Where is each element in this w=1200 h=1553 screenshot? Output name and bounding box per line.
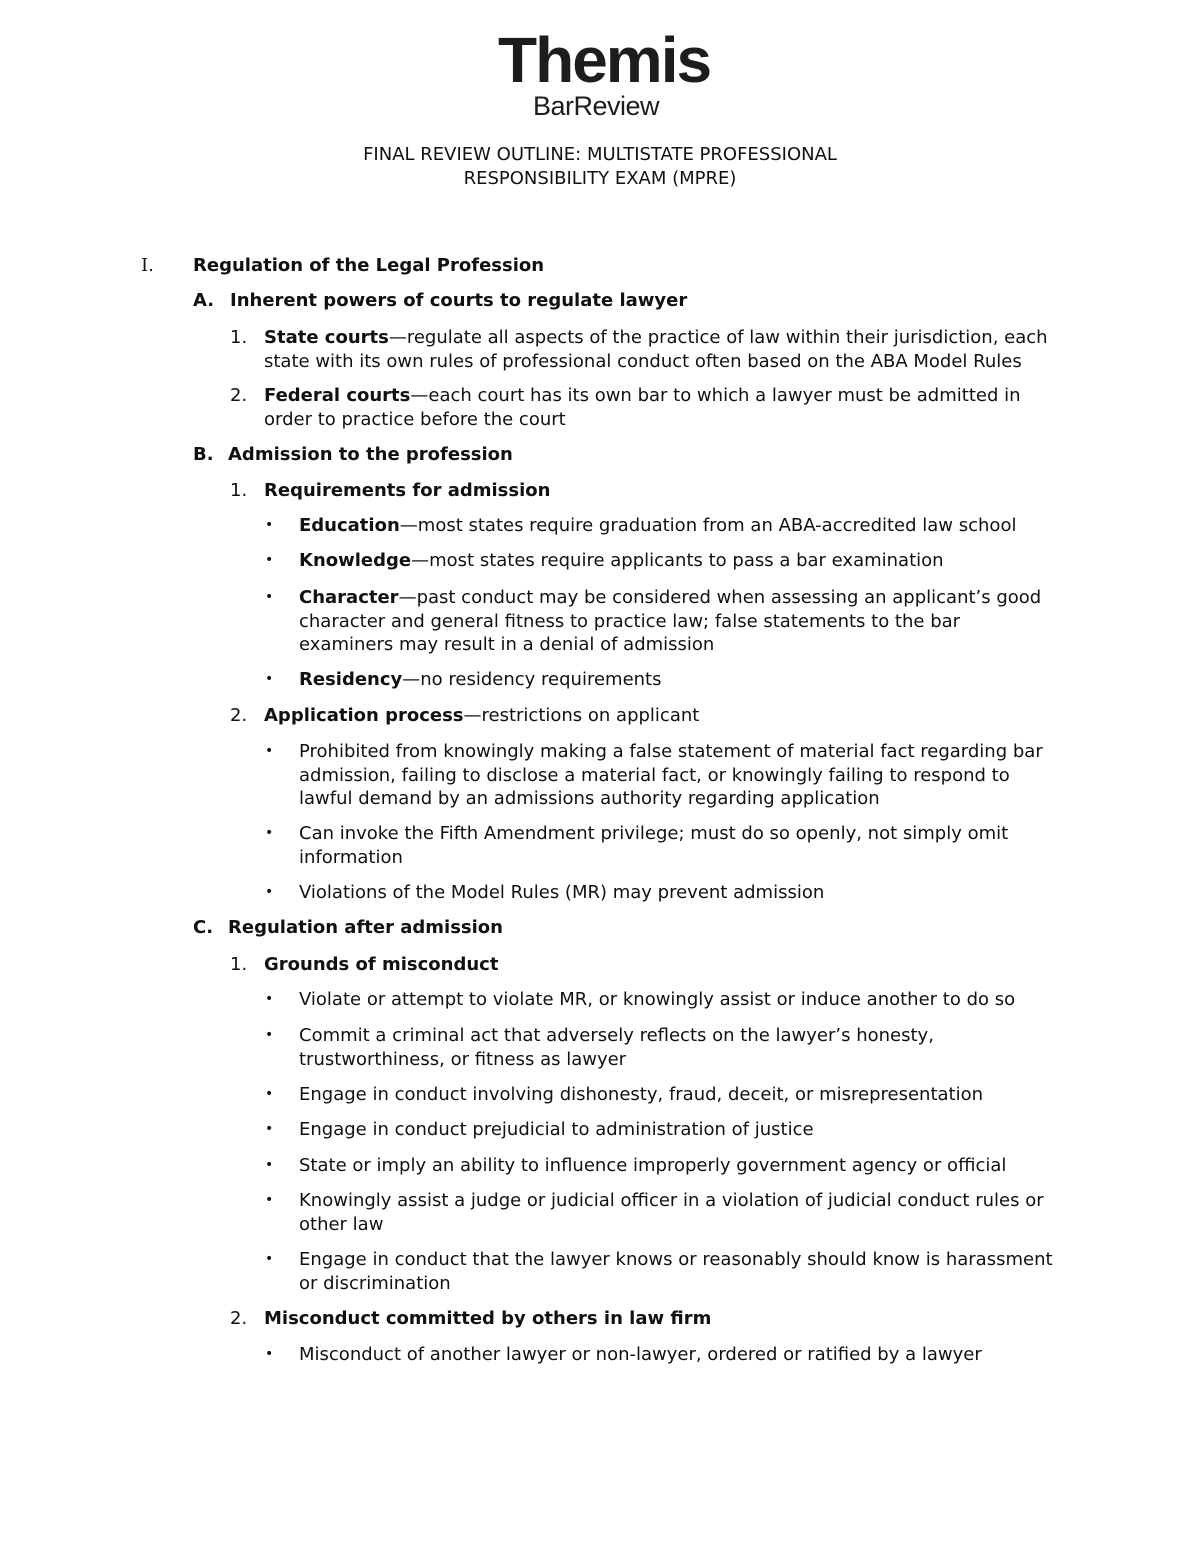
bullet-icon: • bbox=[265, 1121, 274, 1137]
bullet-item: Engage in conduct involving dishonesty, fraud, deceit, or misrepresentation bbox=[299, 1084, 984, 1105]
bullet-text: —most states require graduation from an ABA-accredited law school bbox=[399, 515, 1017, 536]
logo-subtitle: BarReview bbox=[533, 91, 660, 121]
bullet-icon: • bbox=[265, 825, 274, 841]
subsection-letter: C. bbox=[193, 917, 214, 938]
subsection-heading: Regulation after admission bbox=[228, 917, 503, 938]
item-text: —restrictions on applicant bbox=[463, 705, 700, 726]
bullet-item bbox=[299, 549, 1059, 573]
item-number: 1. bbox=[230, 480, 248, 501]
bullet-item: Misconduct of another lawyer or non-lawyer, ordered or ratified by a lawyer bbox=[299, 1344, 982, 1365]
bullet-term: Character bbox=[299, 587, 399, 608]
bullet-item bbox=[299, 514, 1059, 538]
item-heading: Grounds of misconduct bbox=[264, 954, 499, 975]
item-heading: Misconduct committed by others in law firm bbox=[264, 1308, 712, 1329]
bullet-term: Education bbox=[299, 515, 400, 536]
document-title-line-2: RESPONSIBILITY EXAM (MPRE) bbox=[463, 168, 737, 189]
themis-logo bbox=[498, 24, 718, 121]
subsection-heading: Admission to the profession bbox=[228, 444, 513, 465]
item-text: —each court has its own bar to which a lawyer must be admitted in order to practice before the court bbox=[264, 385, 1021, 430]
bullet-item: Prohibited from knowingly making a false statement of material fact regarding bar admission, failing to disclose a material fact, or knowingly failing to respond to lawful demand by an admissions authority regarding application bbox=[299, 741, 1043, 809]
bullet-item: Can invoke the Fifth Amendment privilege; must do so openly, not simply omit information bbox=[299, 823, 1009, 868]
subsection-heading: Inherent powers of courts to regulate lawyer bbox=[230, 290, 688, 311]
item-number: 2. bbox=[230, 1308, 248, 1329]
item-number: 2. bbox=[230, 385, 248, 406]
document-title-line-1: FINAL REVIEW OUTLINE: MULTISTATE PROFESSIONAL bbox=[363, 144, 837, 165]
bullet-item: Violations of the Model Rules (MR) may prevent admission bbox=[299, 882, 825, 903]
item-heading: Requirements for admission bbox=[264, 480, 551, 501]
item-number: 1. bbox=[230, 327, 248, 348]
item-text: —regulate all aspects of the practice of law within their jurisdiction, each state with its own rules of professional conduct often based on the ABA Model Rules bbox=[264, 327, 1048, 372]
bullet-item bbox=[299, 668, 1059, 692]
outline-item bbox=[264, 384, 1054, 431]
section-heading: Regulation of the Legal Profession bbox=[193, 255, 545, 276]
bullet-icon: • bbox=[265, 884, 274, 900]
bullet-term: Knowledge bbox=[299, 550, 412, 571]
bullet-item: Violate or attempt to violate MR, or knowingly assist or induce another to do so bbox=[299, 989, 1016, 1010]
subsection-letter: B. bbox=[193, 444, 214, 465]
outline-item bbox=[264, 326, 1054, 373]
bullet-term: Residency bbox=[299, 669, 403, 690]
bullet-text: —most states require applicants to pass a bar examination bbox=[411, 550, 944, 571]
bullet-icon: • bbox=[265, 1157, 274, 1173]
subsection-letter: A. bbox=[193, 290, 215, 311]
item-number: 2. bbox=[230, 705, 248, 726]
section-number: I. bbox=[141, 255, 154, 276]
item-term: State courts bbox=[264, 327, 389, 348]
bullet-icon: • bbox=[265, 1251, 274, 1267]
bullet-icon: • bbox=[265, 671, 274, 687]
bullet-icon: • bbox=[265, 1346, 274, 1362]
bullet-icon: • bbox=[265, 589, 274, 605]
bullet-item: Commit a criminal act that adversely reflects on the lawyer’s honesty, trustworthiness, or fitness as lawyer bbox=[299, 1025, 934, 1070]
bullet-text: —past conduct may be considered when assessing an applicant’s good character and general fitness to practice law; false statements to the bar examiners may result in a denial of admission bbox=[299, 587, 1042, 655]
bullet-icon: • bbox=[265, 517, 274, 533]
bullet-item: State or imply an ability to influence improperly government agency or official bbox=[299, 1155, 1007, 1176]
bullet-icon: • bbox=[265, 552, 274, 568]
outline-item bbox=[264, 704, 699, 728]
bullet-icon: • bbox=[265, 1086, 274, 1102]
bullet-item: Engage in conduct that the lawyer knows or reasonably should know is harassment or discrimination bbox=[299, 1249, 1053, 1294]
bullet-item bbox=[299, 586, 1059, 657]
item-term: Application process bbox=[264, 705, 464, 726]
bullet-text: —no residency requirements bbox=[402, 669, 662, 690]
item-number: 1. bbox=[230, 954, 248, 975]
bullet-item: Knowingly assist a judge or judicial officer in a violation of judicial conduct rules or other law bbox=[299, 1190, 1044, 1235]
bullet-icon: • bbox=[265, 1192, 274, 1208]
item-term: Federal courts bbox=[264, 385, 411, 406]
bullet-icon: • bbox=[265, 1027, 274, 1043]
bullet-item: Engage in conduct prejudicial to administration of justice bbox=[299, 1119, 814, 1140]
bullet-icon: • bbox=[265, 743, 274, 759]
bullet-icon: • bbox=[265, 991, 274, 1007]
logo-wordmark: Themis bbox=[498, 24, 711, 96]
